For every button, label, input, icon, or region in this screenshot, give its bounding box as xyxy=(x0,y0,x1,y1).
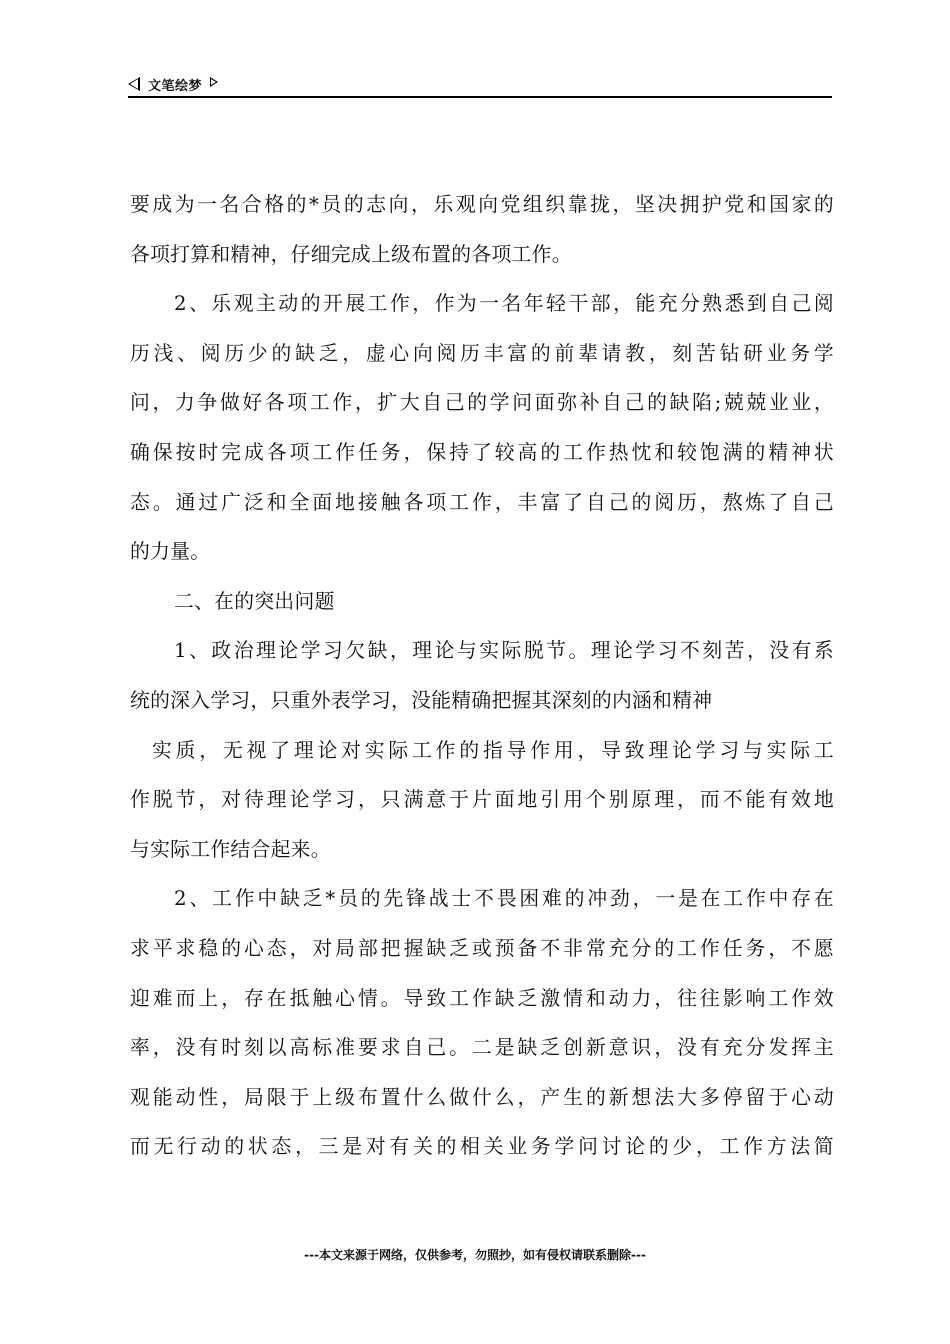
text-line: 作脱节，对待理论学习，只满意于片面地引用个别原理，而不能有效地 xyxy=(130,788,834,812)
triangle-right-icon xyxy=(210,77,218,87)
text-line: 态。通过广泛和全面地接触各项工作，丰富了自己的阅历，熬炼了自己 xyxy=(130,490,834,514)
text-line: 2、乐观主动的开展工作，作为一名年轻干部，能充分熟悉到自己阅 xyxy=(174,292,834,316)
text-line: 而无行动的状态，三是对有关的相关业务学问讨论的少，工作方法简 xyxy=(130,1135,834,1159)
text-line: 求平求稳的心态，对局部把握缺乏或预备不非常充分的工作任务，不愿 xyxy=(130,936,834,960)
text-line: 实质，无视了理论对实际工作的指导作用，导致理论学习与实际工 xyxy=(152,738,834,762)
footer-disclaimer: ---本文来源于网络，仅供参考，勿照抄，如有侵权请联系删除--- xyxy=(304,1248,646,1262)
text-line: 观能动性，局限于上级布置什么做什么，产生的新想法大多停留于心动 xyxy=(130,1085,834,1109)
text-line: 1、政治理论学习欠缺，理论与实际脱节。理论学习不刻苦，没有系 xyxy=(174,639,834,663)
page-header xyxy=(128,74,832,98)
text-line: 历浅、阅历少的缺乏，虚心向阅历丰富的前辈请教，刻苦钻研业务学 xyxy=(130,341,834,365)
triangle-left-icon xyxy=(128,77,140,91)
header-brand: 文笔绘梦 xyxy=(148,78,203,94)
text-line: 2、工作中缺乏*员的先锋战士不畏困难的冲劲，一是在工作中存在 xyxy=(174,887,834,911)
document-body xyxy=(130,185,834,1177)
text-line: 的力量。 xyxy=(130,540,211,564)
text-line: 与实际工作结合起来。 xyxy=(130,837,331,861)
text-line: 确保按时完成各项工作任务，保持了较高的工作热忱和较饱满的精神状 xyxy=(130,440,834,464)
text-line: 各项打算和精神，仔细完成上级布置的各项工作。 xyxy=(130,242,572,266)
text-line: 率，没有时刻以高标准要求自己。二是缺乏创新意识，没有充分发挥主 xyxy=(130,1036,834,1060)
text-line: 问，力争做好各项工作，扩大自己的学问面弥补自己的缺陷;兢兢业业， xyxy=(130,391,834,415)
text-line: 统的深入学习，只重外表学习，没能精确把握其深刻的内涵和精神 xyxy=(130,688,713,712)
text-line: 要成为一名合格的*员的志向，乐观向党组织靠拢，坚决拥护党和国家的 xyxy=(130,193,834,216)
text-line: 迎难而上，存在抵触心情。导致工作缺乏激情和动力，往往影响工作效 xyxy=(130,986,834,1010)
text-line: 二、在的突出问题 xyxy=(174,589,335,613)
